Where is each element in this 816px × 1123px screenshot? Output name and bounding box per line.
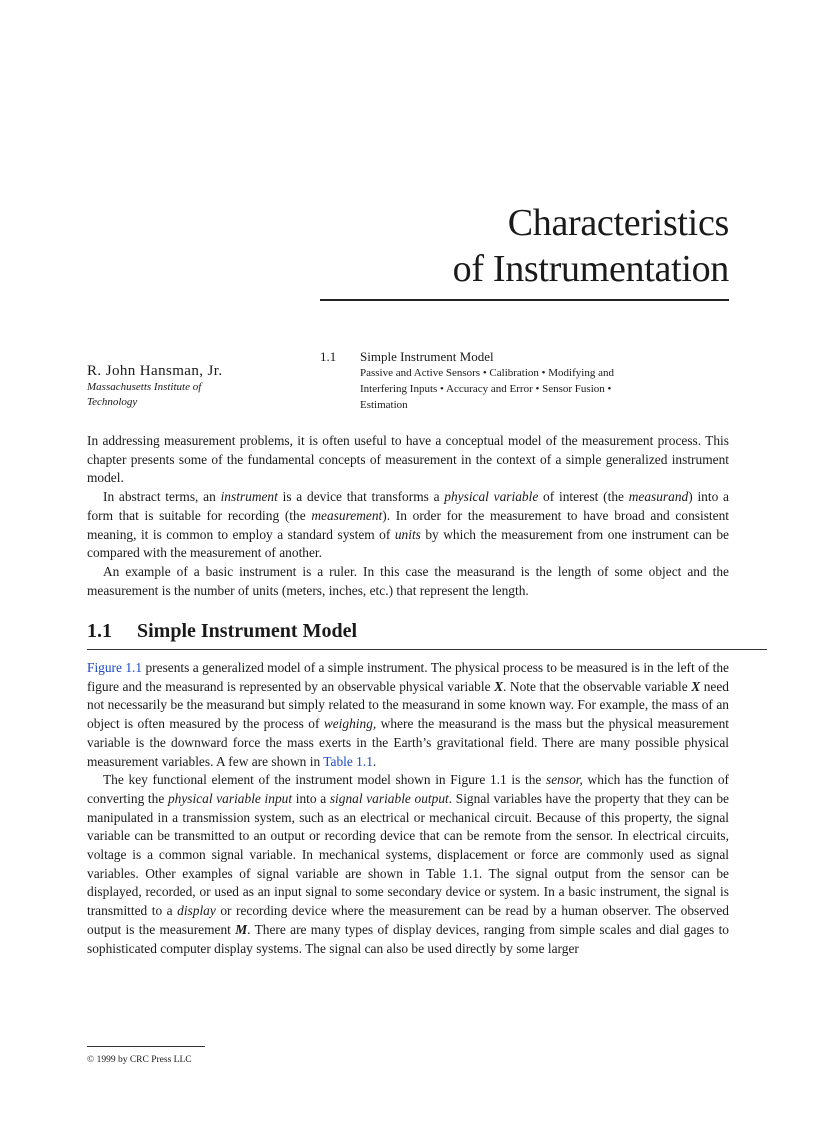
toc-entry[interactable] — [320, 348, 740, 365]
intro-paragraph-1: In addressing measurement problems, it is often useful to have a conceptual model of the measurement process. This chapter presents some of the fundamental concepts of measurement in the context of a simple generalized instrument model. — [87, 433, 729, 486]
section-paragraph-2: The key functional element of the instrument model shown in Figure 1.1 is the sensor, which has the function of converting the physical variable input into a signal variable output. Signal variables have the property that they can be manipulated in a transmission system, such as an electrical or mechanical circuit. Because of this property, the signal variable can be transmitted to an output or recording device that can be remote from the sensor. In electrical circuits, voltage is a common signal variable. In mechanical systems, displacement or force are commonly used as signal variables. Other examples of signal variable are shown in Table 1.1. The signal output from the sensor can be displayed, recorded, or used as an input signal to some secondary device or system. In a basic instrument, the signal is transmitted to a display or recording device where the measurement can be read by a human observer. The observed output is the measurement M. There are many types of display devices, ranging from simple scales and dial gages to sophisticated computer display systems. The signal can also be used directly by some larger — [87, 772, 730, 956]
chapter-title-line-1: Characteristics — [507, 202, 729, 244]
intro-paragraph-3: An example of a basic instrument is a ruler. In this case the measurand is the length of some object and the measurement is the number of units (meters, inches, etc.) that represent the length. — [87, 563, 729, 598]
section-text — [87, 659, 729, 958]
figure-link[interactable]: Figure 1.1 — [87, 660, 143, 675]
toc-number: 1.1 — [320, 349, 337, 364]
intro-text — [87, 432, 729, 600]
title-rule — [320, 299, 729, 301]
section-heading — [87, 620, 357, 643]
toc-subtopics-line-1: Passive and Active Sensors • Calibration • Modifying and — [360, 367, 614, 379]
author-block — [87, 362, 307, 410]
author-name: R. John Hansman, Jr. — [87, 363, 223, 379]
affiliation-line-1: Massachusetts Institute of — [87, 381, 202, 393]
section-number: 1.1 — [87, 620, 112, 642]
toc-subtopics — [360, 365, 690, 413]
chapter-title — [320, 200, 729, 292]
chapter-toc — [320, 348, 740, 413]
section-rule — [87, 649, 767, 650]
footnote-rule — [87, 1046, 205, 1047]
toc-title: Simple Instrument Model — [360, 349, 494, 364]
intro-paragraph-2: In abstract terms, an instrument is a device that transforms a physical variable of interest (the measurand) into a form that is suitable for recording (the measurement). In order for the measurement to have broad and consistent meaning, it is common to employ a standard system of units by which the measurement from one instrument can be compared with the measurement of another. — [87, 489, 729, 561]
author-affiliation — [87, 380, 257, 410]
affiliation-line-2: Technology — [87, 396, 138, 408]
chapter-title-line-2: of Instrumentation — [452, 248, 729, 290]
toc-subtopics-line-3: Estimation — [360, 399, 408, 411]
toc-subtopics-line-2: Interfering Inputs • Accuracy and Error • Sensor Fusion • — [360, 383, 612, 395]
table-link[interactable]: Table 1.1 — [323, 753, 373, 769]
section-paragraph-1: Figure 1.1 presents a generalized model of a simple instrument. The physical process to be measured is in the left of the figure and the measurand is represented by an observable physical variable X. Note that the observable variable X need not necessarily be the measurand but simply related to the measurand in some known way. For example, the mass of an object is often measured by the process of weighing, where the measurand is the mass but the physical measurement variable is the downward force the mass exerts in the Earth’s gravitational field. There are many possible physical measurement variables. A few are shown in Table 1.1. — [87, 660, 729, 769]
copyright-notice: © 1999 by CRC Press LLC — [87, 1055, 192, 1065]
section-title: Simple Instrument Model — [137, 620, 357, 642]
